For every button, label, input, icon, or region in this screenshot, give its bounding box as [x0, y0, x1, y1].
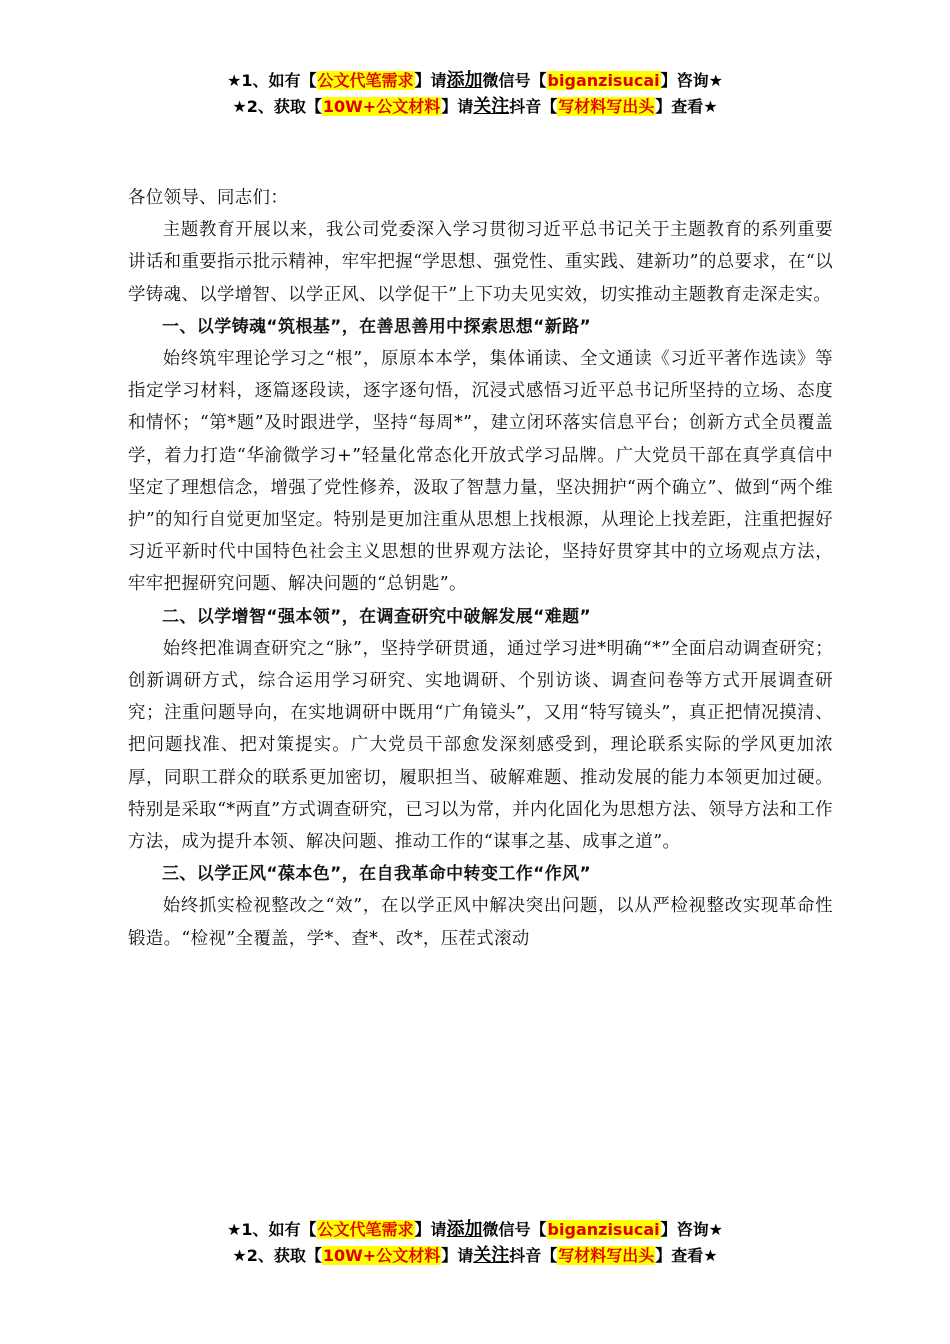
- highlight-text: biganzisucai: [547, 71, 660, 90]
- banner-text: 】查看★: [655, 97, 718, 116]
- highlight-text: 公文代笔需求: [317, 71, 414, 90]
- intro-paragraph: 主题教育开展以来，我公司党委深入学习贯彻习近平总书记关于主题教育的系列重要讲话和重要指示批示精神，牢牢把握“学思想、强党性、重实践、建新功”的总要求，在“以学铸魂、以学增智、以学正风、以学促干”上下功夫见实效，切实推动主题教育走深走实。: [128, 220, 833, 305]
- section-3-heading: 三、以学正风“葆本色”，在自我革命中转变工作“作风”: [162, 864, 592, 885]
- highlight-text: 写材料写出头: [558, 1246, 655, 1265]
- section-1-paragraph: 始终筑牢理论学习之“根”，原原本本学，集体诵读、全文通读《习近平著作选读》等指定学习材料，逐篇逐段读，逐字逐句悟，沉浸式感悟习近平总书记所坚持的立场、态度和情怀；“第*题”及时跟进学，坚持“每周*”，建立闭环落实信息平台；创新方式全员覆盖学，着力打造“华渝微学习+”轻量化常态化开放式学习品牌。广大党员干部在真学真信中坚定了理想信念，增强了党性修养，汲取了智慧力量，坚决拥护“两个确立”、做到“两个维护”的知行自觉更加坚定。特别是更加注重从思想上找根源，从理论上找差距，注重把握好习近平新时代中国特色社会主义思想的世界观方法论，坚持好贯穿其中的立场观点方法，牢牢把握研究问题、解决问题的“总钥匙”。: [128, 349, 833, 595]
- section-3-paragraph: 始终抓实检视整改之“效”，在以学正风中解决突出问题，以从严检视整改实现革命性锻造。“检视”全覆盖，学*、查*、改*，压茬式滚动: [128, 896, 833, 949]
- banner-line-2: [0, 94, 950, 120]
- banner-text: 】请: [441, 1246, 474, 1265]
- header-banner: [0, 68, 950, 120]
- banner-text: 】咨询★: [660, 1220, 723, 1239]
- banner-text: 抖音【: [509, 1246, 558, 1265]
- banner-text: 】请: [414, 1220, 447, 1239]
- banner-text: ★2、获取【: [232, 97, 322, 116]
- emphasis-text: 关注: [473, 1245, 510, 1266]
- banner-text: 】请: [414, 71, 447, 90]
- emphasis-text: 添加: [446, 1219, 483, 1240]
- document-body: [128, 182, 833, 955]
- highlight-text: biganzisucai: [547, 1220, 660, 1239]
- banner-line-2: [0, 1243, 950, 1269]
- section-2-heading: 二、以学增智“强本领”，在调查研究中破解发展“难题”: [162, 606, 592, 627]
- highlight-text: 公文代笔需求: [317, 1220, 414, 1239]
- banner-text: 抖音【: [509, 97, 558, 116]
- banner-text: ★2、获取【: [232, 1246, 322, 1265]
- banner-line-1: [0, 68, 950, 94]
- banner-text: 微信号【: [482, 71, 547, 90]
- section-2-paragraph: 始终把准调查研究之“脉”，坚持学研贯通，通过学习进*明确“*”全面启动调查研究；创新调研方式，综合运用学习研究、实地调研、个别访谈、调查问卷等方式开展调查研究；注重问题导向，在实地调研中既用“广角镜头”，又用“特写镜头”，真正把情况摸清、把问题找准、把对策提实。广大党员干部愈发深刻感受到，理论联系实际的学风更加浓厚，同职工群众的联系更加密切，履职担当、破解难题、推动发展的能力本领更加过硬。特别是采取“*两直”方式调查研究，已习以为常，并内化固化为思想方法、领导方法和工作方法，成为提升本领、解决问题、推动工作的“谋事之基、成事之道”。: [128, 638, 833, 853]
- footer-banner: [0, 1217, 950, 1269]
- banner-text: 】咨询★: [660, 71, 723, 90]
- highlight-text: 写材料写出头: [558, 97, 655, 116]
- banner-text: 微信号【: [482, 1220, 547, 1239]
- emphasis-text: 关注: [473, 96, 510, 117]
- highlight-text: 10W+公文材料: [322, 1246, 441, 1265]
- banner-text: 】查看★: [655, 1246, 718, 1265]
- banner-text: ★1、如有【: [227, 1220, 317, 1239]
- greeting: 各位领导、同志们：: [128, 188, 289, 208]
- emphasis-text: 添加: [446, 70, 483, 91]
- section-1-heading: 一、以学铸魂“筑根基”，在善思善用中探索思想“新路”: [162, 316, 592, 337]
- banner-text: 】请: [441, 97, 474, 116]
- banner-text: ★1、如有【: [227, 71, 317, 90]
- highlight-text: 10W+公文材料: [322, 97, 441, 116]
- banner-line-1: [0, 1217, 950, 1243]
